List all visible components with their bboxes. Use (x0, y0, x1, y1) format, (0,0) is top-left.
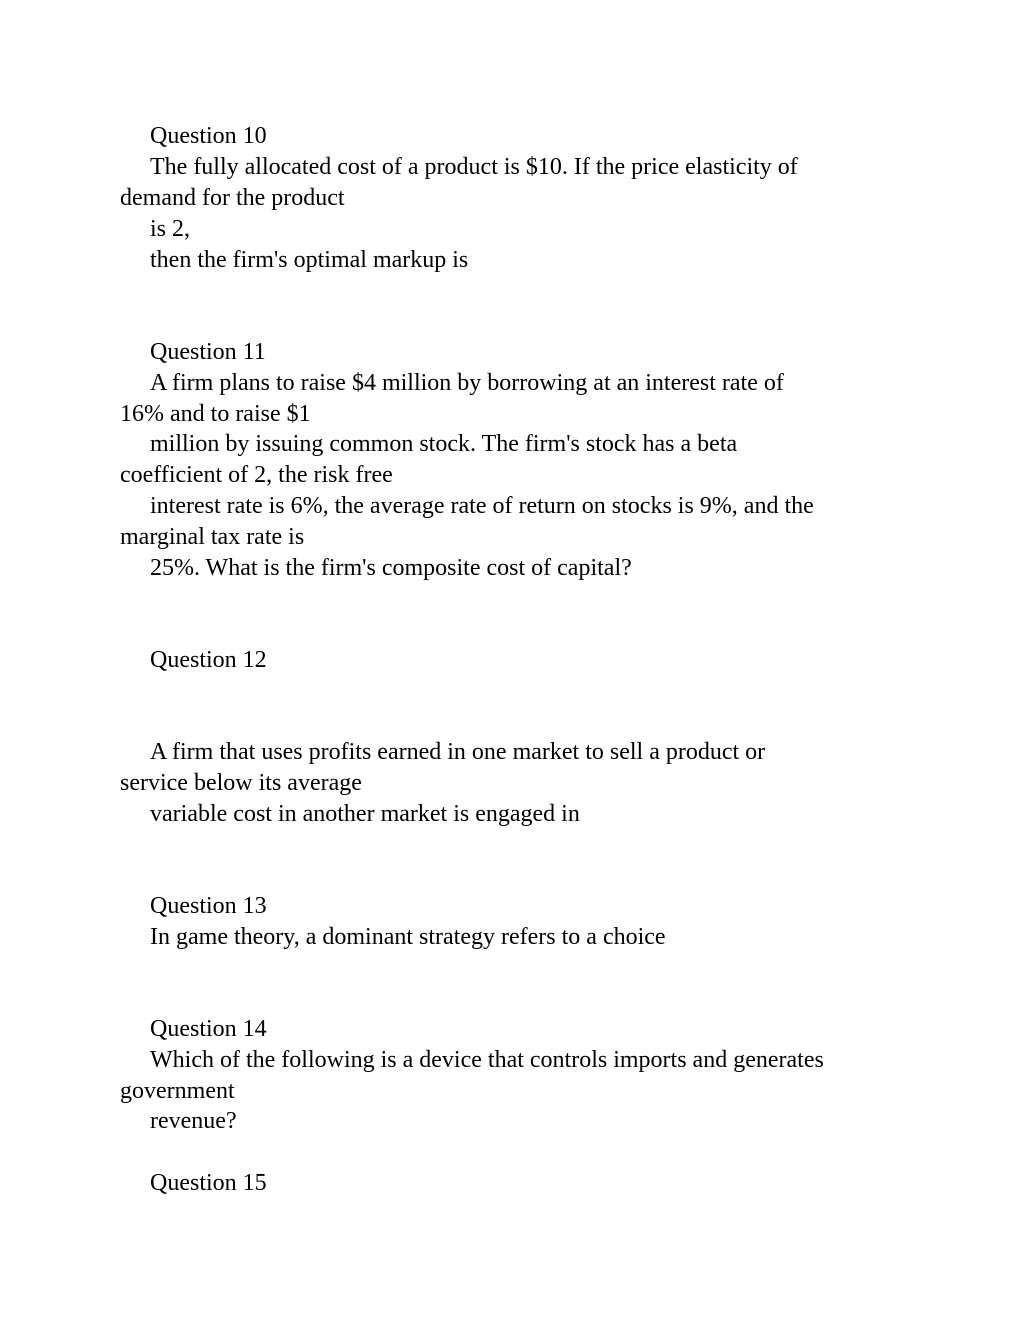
question-11-text-line: 16% and to raise $1 (120, 401, 311, 427)
question-10-text-line: demand for the product (120, 185, 345, 211)
question-11-text-line: interest rate is 6%, the average rate of return on stocks is 9%, and the (150, 493, 814, 519)
question-10-text-line: is 2, (150, 216, 191, 242)
question-10-heading: Question 10 (150, 123, 267, 149)
question-12-heading: Question 12 (150, 647, 267, 673)
question-13-text-line: In game theory, a dominant strategy refers to a choice (150, 924, 666, 950)
question-14-text-line: Which of the following is a device that controls imports and generates (150, 1047, 824, 1073)
question-11-text-line: 25%. What is the firm's composite cost of capital? (150, 555, 632, 581)
question-12-text-line: service below its average (120, 770, 362, 796)
question-15-heading: Question 15 (150, 1170, 267, 1196)
question-11-text-line: million by issuing common stock. The firm's stock has a beta (150, 431, 738, 457)
question-14-text-line: revenue? (150, 1108, 237, 1134)
question-11-heading: Question 11 (150, 339, 266, 365)
question-14-text-line: government (120, 1078, 235, 1104)
question-11-text-line: A firm plans to raise $4 million by borrowing at an interest rate of (150, 370, 784, 396)
question-12-text-line: variable cost in another market is engaged in (150, 801, 580, 827)
question-11-text-line: coefficient of 2, the risk free (120, 462, 393, 488)
question-10-text-line: then the firm's optimal markup is (150, 247, 469, 273)
question-11-text-line: marginal tax rate is (120, 524, 305, 550)
question-14-heading: Question 14 (150, 1016, 267, 1042)
question-10-text-line: The fully allocated cost of a product is $10. If the price elasticity of (150, 154, 798, 180)
question-13-heading: Question 13 (150, 893, 267, 919)
question-12-text-line: A firm that uses profits earned in one market to sell a product or (150, 739, 766, 765)
